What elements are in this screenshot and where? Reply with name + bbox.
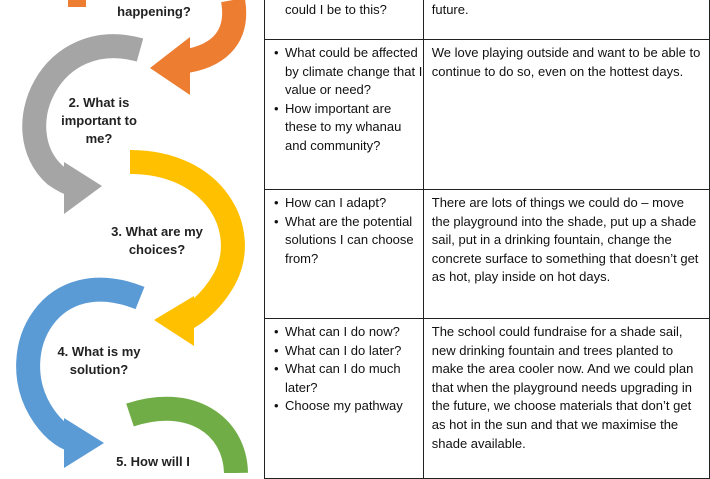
- answer-text: There are lots of things we could do – move the playground into the shade, put up a shade sail, put in a drinking fountain, change the concrete surface to something that doesn’t get as hot, play inside on hot days.: [431, 195, 699, 285]
- question-item: • What are the potential solutions I can choose from?: [269, 213, 423, 269]
- table-row: [265, 0, 710, 40]
- step-3-label: 3. What are my choices?: [111, 224, 203, 257]
- answer-text: The school could fundraise for a shade sail, new drinking fountain and trees planted to make the area cooler now. And we could plan that when the playground needs upgrading in the future, we choose materials that don’t get as hot in the sun and that we maximise the shade available.: [431, 324, 694, 451]
- questions-cell: [265, 190, 424, 319]
- question-item: • How can I adapt?: [269, 194, 423, 213]
- step-2-label: 2. What is important to me?: [61, 95, 137, 146]
- orange-step-marker: [68, 0, 86, 7]
- question-item: • How important are these to my whanau and community?: [269, 100, 423, 156]
- answer-cell: [423, 190, 709, 319]
- step-5-label: 5. How will I: [116, 454, 190, 469]
- step-4-label: 4. What is my solution?: [57, 344, 141, 377]
- question-text: could I be to this?: [285, 2, 387, 17]
- answer-text: We love playing outside and want to be able to continue to do so, even on the hottest days.: [431, 45, 701, 79]
- process-flow-diagram: [0, 0, 262, 473]
- answer-cell: [423, 319, 709, 479]
- question-item: • What can I do later?: [269, 342, 423, 361]
- guidance-table: [264, 0, 710, 479]
- yellow-arrowhead: [154, 296, 194, 346]
- question-item: • What can I do now?: [269, 323, 423, 342]
- grey-arrowhead: [64, 162, 102, 214]
- question-item: • Choose my pathway: [269, 397, 423, 416]
- table-row: [265, 319, 710, 479]
- answer-cell: [423, 40, 709, 190]
- questions-cell: [265, 0, 424, 40]
- question-item: • What could be affected by climate change that I value or need?: [269, 44, 423, 100]
- questions-cell: [265, 40, 424, 190]
- answer-cell: [423, 0, 709, 40]
- questions-cell: [265, 319, 424, 479]
- table-row: [265, 40, 710, 190]
- question-item: • What can I do much later?: [269, 360, 423, 397]
- answer-text: future.: [431, 2, 469, 17]
- orange-arrowhead: [150, 37, 190, 95]
- table-row: [265, 190, 710, 319]
- step-1-label: happening?: [117, 4, 191, 19]
